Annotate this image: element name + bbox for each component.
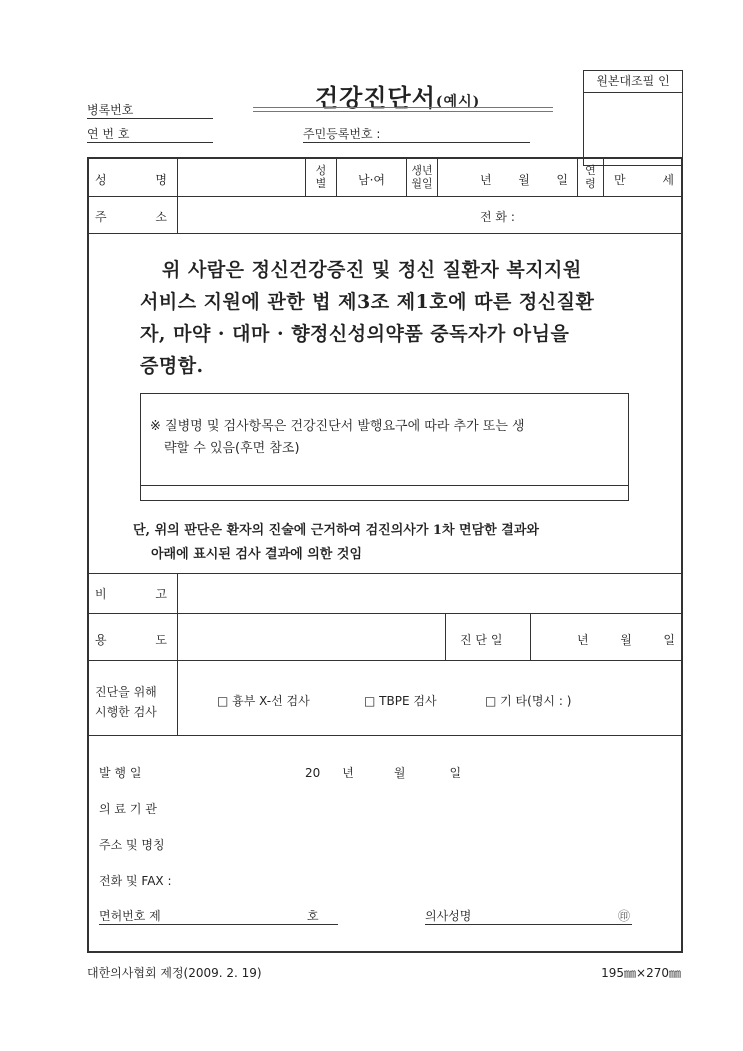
birth-label: 생년 월일 [411, 164, 433, 190]
purpose-label: 용 도 [95, 633, 167, 647]
tests-label: 진단을 위해 시행한 검사 [95, 685, 157, 719]
serial-number-label: 연 번 호 [87, 127, 130, 141]
notice-box [140, 393, 629, 501]
name-field[interactable] [178, 158, 304, 195]
diagnosis-date-field[interactable]: 년 월 일 [577, 633, 675, 647]
record-number-label: 병록번호 [87, 103, 134, 117]
chest-xray-checkbox[interactable]: □ 흉부 X-선 검사 [217, 694, 310, 708]
statement-text: 위 사람은 정신건강증진 및 정신 질환자 복지지원 서비스 지원에 관한 법 제3조 제1호에 따른 정신질환 자, 마약 · 대마 · 향정신성의약품 중독자가 아님을 증명함. [140, 259, 595, 377]
notice-text: ※ 질병명 및 검사항목은 건강진단서 발행요구에 따라 추가 또는 생 략할 수 있음(후면 참조) [150, 419, 525, 456]
disclaimer-text: 단, 위의 판단은 환자의 진술에 근거하여 검진의사가 1차 면담한 결과와 아래에 표시된 검사 결과에 의한 것임 [133, 523, 539, 562]
name-label: 성 명 [95, 173, 167, 187]
footer-size: 195㎜×270㎜ [601, 966, 681, 980]
original-verified-stamp-box [583, 70, 683, 166]
issue-date-label: 발 행 일 [99, 766, 142, 780]
stamp-box-label: 원본대조필 인 [584, 71, 682, 93]
age-field[interactable]: 만 세 [614, 173, 674, 187]
doctor-name-field[interactable]: 의사성명 ㊞ [425, 909, 630, 923]
address-label: 주 소 [95, 210, 167, 224]
issue-date-field[interactable]: 20 년 월 일 [305, 766, 462, 780]
license-number-field[interactable]: 면허번호 제 호 [99, 907, 338, 925]
diagnosis-date-label: 진 단 일 [460, 633, 503, 647]
remarks-label: 비 고 [95, 587, 167, 601]
tbpe-checkbox[interactable]: □ TBPE 검사 [364, 694, 437, 708]
remarks-field[interactable] [178, 574, 681, 612]
institution-label: 의 료 기 관 [99, 802, 157, 816]
other-test-checkbox[interactable]: □ 기 타(명시 : ) [485, 694, 572, 708]
title-suffix: (예시) [435, 94, 481, 110]
age-label: 연 령 [585, 164, 596, 190]
sex-value[interactable]: 남·여 [358, 173, 385, 187]
phone-fax-label: 전화 및 FAX : [99, 874, 172, 888]
title-underline [253, 107, 553, 112]
resident-number-field[interactable] [303, 125, 530, 143]
title-text: 건강진단서 [315, 83, 436, 112]
resident-number-label: 주민등록번호 : [303, 127, 381, 141]
seal-icon: ㊞ [617, 909, 630, 923]
footer-issuer: 대한의사협회 제정(2009. 2. 19) [87, 966, 262, 980]
serial-number-field[interactable] [87, 125, 213, 143]
purpose-field[interactable] [178, 614, 444, 659]
birth-date-field[interactable]: 년 월 일 [480, 173, 568, 187]
phone-label: 전 화 : [480, 210, 515, 224]
institution-address-label: 주소 및 명칭 [99, 838, 165, 852]
record-number-field[interactable] [87, 101, 213, 119]
sex-label: 성 별 [315, 164, 327, 190]
